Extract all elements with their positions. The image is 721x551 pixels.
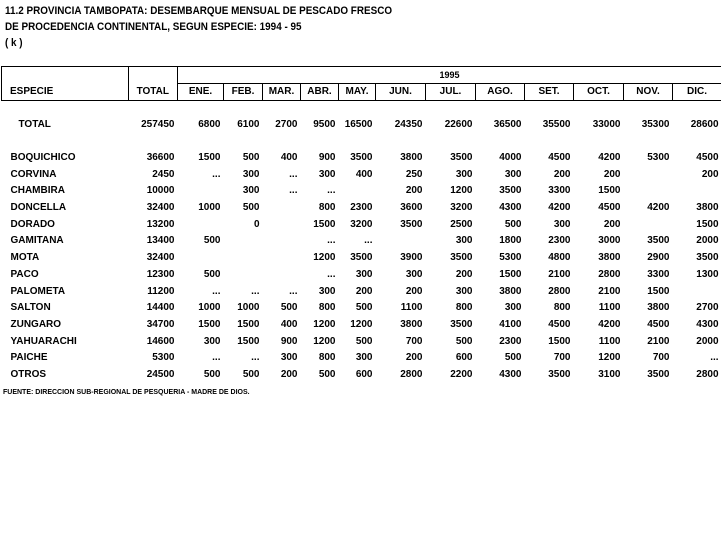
month-value: 3200 <box>350 218 373 230</box>
month-value: 1500 <box>237 335 260 347</box>
header-month: JUL. <box>426 84 476 101</box>
table-row <box>2 333 721 350</box>
month-value: 900 <box>280 335 298 347</box>
month-value: 4300 <box>499 368 522 380</box>
header-month: SET. <box>525 84 574 101</box>
month-value: 1800 <box>499 235 522 247</box>
month-value: 500 <box>455 335 473 347</box>
table-row <box>2 233 721 250</box>
row-total-value: 14400 <box>146 302 175 314</box>
month-value: 4200 <box>647 202 670 214</box>
month-value: 3100 <box>598 368 621 380</box>
header-total: TOTAL <box>129 67 178 101</box>
month-value: ... <box>251 285 260 297</box>
month-value: 3500 <box>350 252 373 264</box>
month-value: 36500 <box>493 119 522 131</box>
month-value <box>224 267 263 284</box>
month-value: 2100 <box>647 335 670 347</box>
month-value: 1000 <box>237 302 260 314</box>
species-name: OTROS <box>10 368 47 380</box>
month-value: 500 <box>355 302 373 314</box>
table-row <box>2 350 721 367</box>
header-month: ABR. <box>301 84 339 101</box>
month-value: 4200 <box>548 202 571 214</box>
month-value: 500 <box>242 368 260 380</box>
month-value: 3500 <box>450 252 473 264</box>
month-value: ... <box>289 185 298 197</box>
species-name: CHAMBIRA <box>10 185 65 197</box>
month-value: 200 <box>603 218 621 230</box>
month-value: 1500 <box>499 268 522 280</box>
month-value: 2800 <box>548 285 571 297</box>
month-value: 300 <box>455 235 473 247</box>
month-value: 3800 <box>400 152 423 164</box>
month-value: 3300 <box>647 268 670 280</box>
species-name: ZUNGARO <box>10 318 62 330</box>
species-name: GAMITANA <box>10 235 64 247</box>
month-value: 700 <box>652 352 670 364</box>
month-value: 3200 <box>450 202 473 214</box>
month-value: 3800 <box>400 318 423 330</box>
month-value: 300 <box>504 168 522 180</box>
month-value: 1200 <box>598 352 621 364</box>
month-value: 500 <box>203 368 221 380</box>
header-month: AGO. <box>476 84 525 101</box>
species-name: MOTA <box>10 252 40 264</box>
month-value: 16500 <box>344 119 373 131</box>
month-value: 1300 <box>696 268 719 280</box>
month-value: 800 <box>318 302 336 314</box>
month-value: 500 <box>280 302 298 314</box>
month-value: 3500 <box>450 152 473 164</box>
month-value: 4500 <box>598 202 621 214</box>
month-value: 1500 <box>237 318 260 330</box>
species-name: PACO <box>10 268 39 280</box>
month-value: 700 <box>405 335 423 347</box>
month-value <box>263 233 301 250</box>
month-value: 3500 <box>548 368 571 380</box>
month-value: 4500 <box>548 152 571 164</box>
month-value: 1500 <box>647 285 670 297</box>
month-value: ... <box>212 285 221 297</box>
month-value: 1100 <box>598 302 621 314</box>
month-value: 500 <box>355 335 373 347</box>
month-value: 2300 <box>350 202 373 214</box>
month-value: 300 <box>318 285 336 297</box>
month-value: 3600 <box>400 202 423 214</box>
month-value: 1200 <box>313 318 336 330</box>
month-value: 3500 <box>647 368 670 380</box>
month-value: 4100 <box>499 318 522 330</box>
header-year: 1995 <box>178 67 721 84</box>
month-value: 200 <box>355 285 373 297</box>
month-value: 1100 <box>598 335 621 347</box>
month-value: 300 <box>280 352 298 364</box>
month-value: 250 <box>405 168 423 180</box>
month-value: 4500 <box>548 318 571 330</box>
month-value <box>224 233 263 250</box>
month-value <box>263 216 301 233</box>
month-value: 200 <box>603 168 621 180</box>
month-value: 3500 <box>400 218 423 230</box>
table-row <box>2 300 721 317</box>
month-value: 300 <box>455 168 473 180</box>
species-name: CORVINA <box>10 168 57 180</box>
month-value: 200 <box>553 168 571 180</box>
month-value: 35300 <box>641 119 670 131</box>
species-name: YAHUARACHI <box>10 335 77 347</box>
table-subtitle: DE PROCEDENCIA CONTINENTAL, SEGUN ESPECIE: 1994 - 95 <box>5 21 302 33</box>
month-value <box>339 183 376 200</box>
month-value: 35500 <box>542 119 571 131</box>
month-value: 3800 <box>647 302 670 314</box>
month-value: 2800 <box>696 368 719 380</box>
month-value: 300 <box>318 168 336 180</box>
row-total-value: 10000 <box>146 185 175 197</box>
month-value <box>376 233 426 250</box>
month-value <box>624 166 673 183</box>
month-value: 800 <box>318 352 336 364</box>
month-value: 1100 <box>400 302 423 314</box>
month-value: 3500 <box>647 235 670 247</box>
month-value: 300 <box>203 335 221 347</box>
month-value: 4800 <box>548 252 571 264</box>
row-total-value: 24500 <box>146 368 175 380</box>
month-value: 2500 <box>450 218 473 230</box>
month-value: 2700 <box>275 119 298 131</box>
month-value: 1000 <box>198 202 221 214</box>
header-month: OCT. <box>574 84 624 101</box>
month-value: ... <box>327 268 336 280</box>
month-value: 1200 <box>450 185 473 197</box>
month-value: 300 <box>242 185 260 197</box>
table-row <box>2 283 721 300</box>
row-total-value: 11200 <box>147 285 175 297</box>
row-total-value: 5300 <box>152 352 175 364</box>
header-month: MAR. <box>263 84 301 101</box>
month-value: 800 <box>455 302 473 314</box>
month-value: 2700 <box>696 302 719 314</box>
month-value: 2800 <box>400 368 423 380</box>
row-total-value: 2450 <box>152 168 175 180</box>
month-value: 300 <box>242 168 260 180</box>
month-value: 3800 <box>598 252 621 264</box>
month-value: 3800 <box>499 285 522 297</box>
month-value: ... <box>251 352 260 364</box>
month-value: 2200 <box>450 368 473 380</box>
month-value: 2000 <box>696 235 719 247</box>
month-value: 3800 <box>696 202 719 214</box>
month-value: 3500 <box>696 252 719 264</box>
month-value: 200 <box>405 285 423 297</box>
total-row <box>2 117 721 134</box>
month-value: 1500 <box>696 218 719 230</box>
month-value: 500 <box>203 268 221 280</box>
month-value <box>263 200 301 217</box>
source-note: FUENTE: DIRECCION SUB-REGIONAL DE PESQUERIA - MADRE DE DIOS. <box>3 389 250 396</box>
month-value: 1200 <box>350 318 373 330</box>
month-value: 200 <box>455 268 473 280</box>
month-value: 900 <box>318 152 336 164</box>
table-body <box>2 101 721 384</box>
species-name: SALTON <box>10 302 51 314</box>
landings-table <box>1 66 721 383</box>
month-value: ... <box>710 352 719 364</box>
month-value: ... <box>212 168 221 180</box>
header-month: NOV. <box>624 84 673 101</box>
total-label: TOTAL <box>18 119 51 131</box>
month-value: 300 <box>355 268 373 280</box>
month-value: 2000 <box>696 335 719 347</box>
month-value: 300 <box>405 268 423 280</box>
species-name: PAICHE <box>10 352 48 364</box>
month-value <box>624 216 673 233</box>
month-value: 500 <box>504 218 522 230</box>
month-value: 2800 <box>598 268 621 280</box>
month-value: 22600 <box>444 119 473 131</box>
month-value: 400 <box>355 168 373 180</box>
month-value: 4200 <box>598 318 621 330</box>
month-value: ... <box>212 352 221 364</box>
month-value: 500 <box>203 235 221 247</box>
row-total-value: 32400 <box>146 252 175 264</box>
month-value: 200 <box>405 352 423 364</box>
month-value: 300 <box>553 218 571 230</box>
table-row <box>2 216 721 233</box>
month-value: 4500 <box>696 152 719 164</box>
month-value: ... <box>364 235 373 247</box>
month-value: 200 <box>405 185 423 197</box>
unit-label: ( k ) <box>5 37 23 49</box>
row-total-value: 32400 <box>146 202 175 214</box>
month-value: 1500 <box>313 218 336 230</box>
table-title: 11.2 PROVINCIA TAMBOPATA: DESEMBARQUE MENSUAL DE PESCADO FRESCO <box>5 5 393 17</box>
month-value: 2300 <box>548 235 571 247</box>
month-value: 3500 <box>350 152 373 164</box>
month-value: 0 <box>253 218 260 230</box>
month-value: 800 <box>318 202 336 214</box>
month-value: 500 <box>242 202 260 214</box>
month-value: 4000 <box>499 152 522 164</box>
month-value: 1200 <box>313 335 336 347</box>
month-value: 400 <box>280 318 298 330</box>
row-total-value: 34700 <box>146 318 175 330</box>
month-value <box>178 183 224 200</box>
month-value: ... <box>289 168 298 180</box>
month-value: 300 <box>455 285 473 297</box>
month-value: 700 <box>553 352 571 364</box>
header-month: MAY. <box>339 84 376 101</box>
month-value: 24350 <box>394 119 423 131</box>
species-name: BOQUICHICO <box>10 152 76 164</box>
month-value: 3500 <box>450 318 473 330</box>
month-value <box>624 183 673 200</box>
month-value: 3900 <box>400 252 423 264</box>
month-value <box>263 267 301 284</box>
month-value: 2100 <box>548 268 571 280</box>
month-value: 3500 <box>499 185 522 197</box>
species-name: DONCELLA <box>10 202 67 214</box>
month-value: 28600 <box>690 119 719 131</box>
month-value: 600 <box>455 352 473 364</box>
month-value <box>673 283 721 300</box>
month-value: 400 <box>280 152 298 164</box>
table-row <box>2 183 721 200</box>
table-row <box>2 317 721 334</box>
month-value: 200 <box>701 168 719 180</box>
header-month: FEB. <box>224 84 263 101</box>
month-value: 1500 <box>198 152 221 164</box>
table-row <box>2 150 721 167</box>
month-value: 1200 <box>313 252 336 264</box>
header-month: DIC. <box>673 84 721 101</box>
month-value: 3300 <box>548 185 571 197</box>
month-value: 3000 <box>598 235 621 247</box>
row-total-value: 36600 <box>146 152 175 164</box>
month-value: 33000 <box>592 119 621 131</box>
month-value: 9500 <box>313 119 336 131</box>
month-value: ... <box>327 235 336 247</box>
table-row <box>2 367 721 384</box>
row-total-value: 12300 <box>146 268 175 280</box>
month-value: 500 <box>318 368 336 380</box>
month-value: 2300 <box>499 335 522 347</box>
month-value: 1500 <box>198 318 221 330</box>
table-row <box>2 166 721 183</box>
month-value <box>178 250 224 267</box>
month-value: 4300 <box>696 318 719 330</box>
month-value: 2100 <box>598 285 621 297</box>
month-value <box>673 183 721 200</box>
header-especie: ESPECIE <box>2 67 129 101</box>
month-value: 500 <box>504 352 522 364</box>
month-value <box>263 250 301 267</box>
row-total-value: 257450 <box>141 119 175 131</box>
row-total-value: 13400 <box>146 235 175 247</box>
header-month: JUN. <box>376 84 426 101</box>
month-value: 1000 <box>198 302 221 314</box>
month-value: 1500 <box>598 185 621 197</box>
table-row <box>2 267 721 284</box>
month-value: 4200 <box>598 152 621 164</box>
month-value: ... <box>327 185 336 197</box>
month-value: 6800 <box>198 119 221 131</box>
table-row <box>2 250 721 267</box>
month-value <box>178 216 224 233</box>
species-name: DORADO <box>10 218 55 230</box>
month-value: 1500 <box>548 335 571 347</box>
row-total-value: 14600 <box>146 335 175 347</box>
month-value: 200 <box>280 368 298 380</box>
table-row <box>2 200 721 217</box>
row-total-value: 13200 <box>146 218 175 230</box>
month-value: 4500 <box>647 318 670 330</box>
month-value: 6100 <box>237 119 260 131</box>
month-value: 800 <box>553 302 571 314</box>
month-value: 2900 <box>647 252 670 264</box>
month-value: 500 <box>242 152 260 164</box>
species-name: PALOMETA <box>10 285 66 297</box>
month-value: 300 <box>355 352 373 364</box>
month-value: 600 <box>355 368 373 380</box>
month-value <box>224 250 263 267</box>
month-value: 300 <box>504 302 522 314</box>
month-value: 5300 <box>499 252 522 264</box>
month-value: 5300 <box>647 152 670 164</box>
header-month: ENE. <box>178 84 224 101</box>
month-value: ... <box>289 285 298 297</box>
month-value: 4300 <box>499 202 522 214</box>
